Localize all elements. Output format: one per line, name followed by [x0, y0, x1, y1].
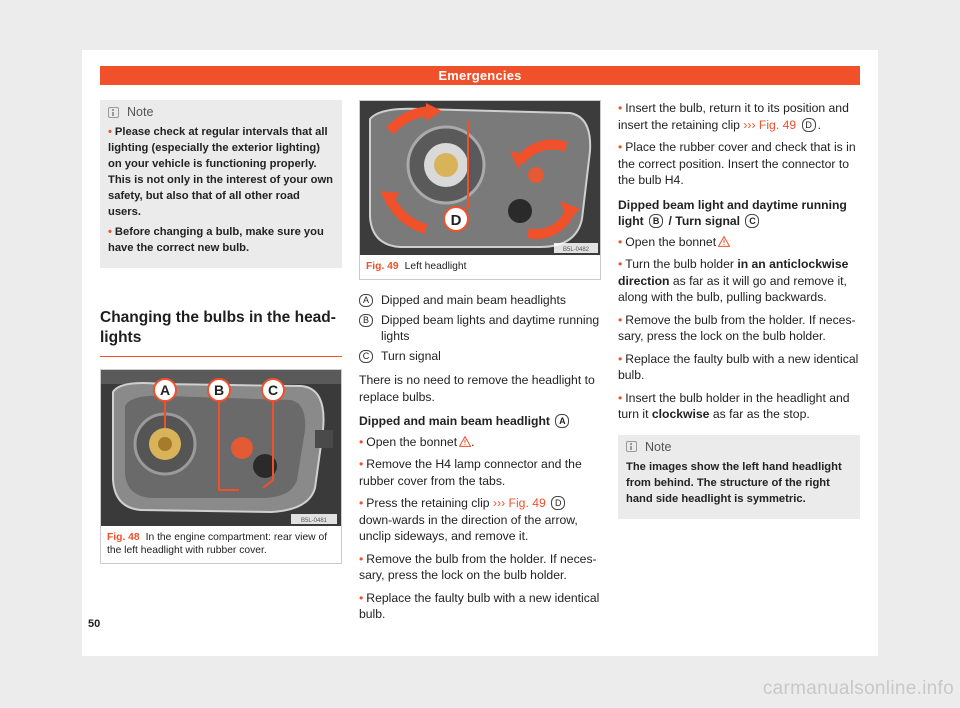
chapter-header: Emergencies: [100, 66, 860, 85]
headlight-rear-photo: [101, 370, 341, 526]
warning-icon: [459, 436, 471, 447]
note-bullet: • Before changing a bulb, make sure you have the correct new bulb.: [108, 226, 324, 254]
callout-a: A: [159, 382, 171, 398]
step: • Remove the bulb from the holder. If neces-sary, press the lock on the bulb holder.: [359, 551, 597, 582]
page-number: 50: [88, 618, 101, 630]
callout-d: D: [450, 212, 462, 229]
step: • Insert the bulb holder in the headlight and turn it clockwise as far as the stop.: [618, 390, 850, 421]
step: • Turn the bulb holder in an anticlockwise direction as far as it will go and remove it, along with the bulb, pulling backwards.: [618, 257, 849, 304]
step: • Remove the H4 lamp connector and the rubber cover from the tabs.: [359, 457, 582, 488]
legend-item: A Dipped and main beam headlights: [359, 292, 601, 309]
step: • Remove the bulb from the holder. If neces-sary, press the lock on the bulb holder.: [618, 312, 856, 343]
legend-item: B Dipped beam lights and daytime running lights: [359, 312, 601, 345]
figure-49: [359, 100, 601, 280]
note-label: Note: [127, 105, 154, 119]
warning-icon: [718, 236, 730, 247]
note-bullet: • Please check at regular intervals that all lighting (especially the exterior lighting) on your vehicle is functioning properly. This is not only in the interest of your own safety, but also that of all other road users.: [108, 126, 334, 218]
figure-reference-link[interactable]: ››› Fig. 49: [492, 496, 546, 510]
section-title: Changing the bulbs in the head-lights: [100, 308, 342, 357]
watermark: carmanualsonline.info: [762, 678, 954, 699]
column-left: [100, 100, 342, 564]
step: • Replace the faulty bulb with a new identical bulb.: [359, 590, 600, 621]
note-box: [618, 435, 860, 519]
body-text-right: [618, 100, 860, 423]
figure-caption: Fig. 48 In the engine compartment: rear view of the left headlight with rubber cover.: [107, 532, 328, 556]
step: • Press the retaining clip ››› Fig. 49 D down-wards in the direction of the arrow, unclip sideways, and remove it.: [359, 496, 578, 543]
legend-item: C Turn signal: [359, 348, 601, 365]
note-label: Note: [645, 439, 672, 454]
step: • Open the bonnet: [618, 234, 860, 251]
note-box: [100, 100, 342, 268]
step: • Insert the bulb, return it to its position and insert the retaining clip ››› Fig. 49 D .: [618, 101, 849, 132]
callout-b: B: [213, 382, 225, 398]
column-right: [618, 100, 860, 519]
body-text-middle: [359, 292, 601, 623]
callout-c: C: [267, 382, 279, 398]
headlight-photo: [360, 101, 600, 255]
step: • Open the bonnet .: [359, 434, 475, 449]
bullet-icon: •: [108, 226, 112, 238]
bullet-icon: •: [108, 126, 112, 138]
info-icon: [626, 441, 637, 452]
figure-code: B5L-0481: [300, 518, 328, 524]
figure-reference-link[interactable]: ››› Fig. 49: [743, 117, 797, 132]
figure-code: B5L-0482: [562, 247, 590, 253]
figure-caption: Fig. 49 Left headlight: [366, 261, 467, 272]
subheading: Dipped beam light and daytime running light B / Turn signal C: [618, 197, 847, 228]
column-middle: [359, 100, 601, 629]
info-icon: [108, 107, 119, 118]
note-text: The images show the left hand headlight from behind. The structure of the right hand side headlight is symmetric.: [626, 460, 842, 505]
subheading: Dipped and main beam headlight A: [359, 413, 601, 430]
intro-text: There is no need to remove the headlight to replace bulbs.: [359, 373, 595, 404]
step: • Place the rubber cover and check that is in the correct position. Insert the connector to the bulb H4.: [618, 140, 856, 187]
figure-48: [100, 369, 342, 564]
step: • Replace the faulty bulb with a new identical bulb.: [618, 351, 859, 382]
